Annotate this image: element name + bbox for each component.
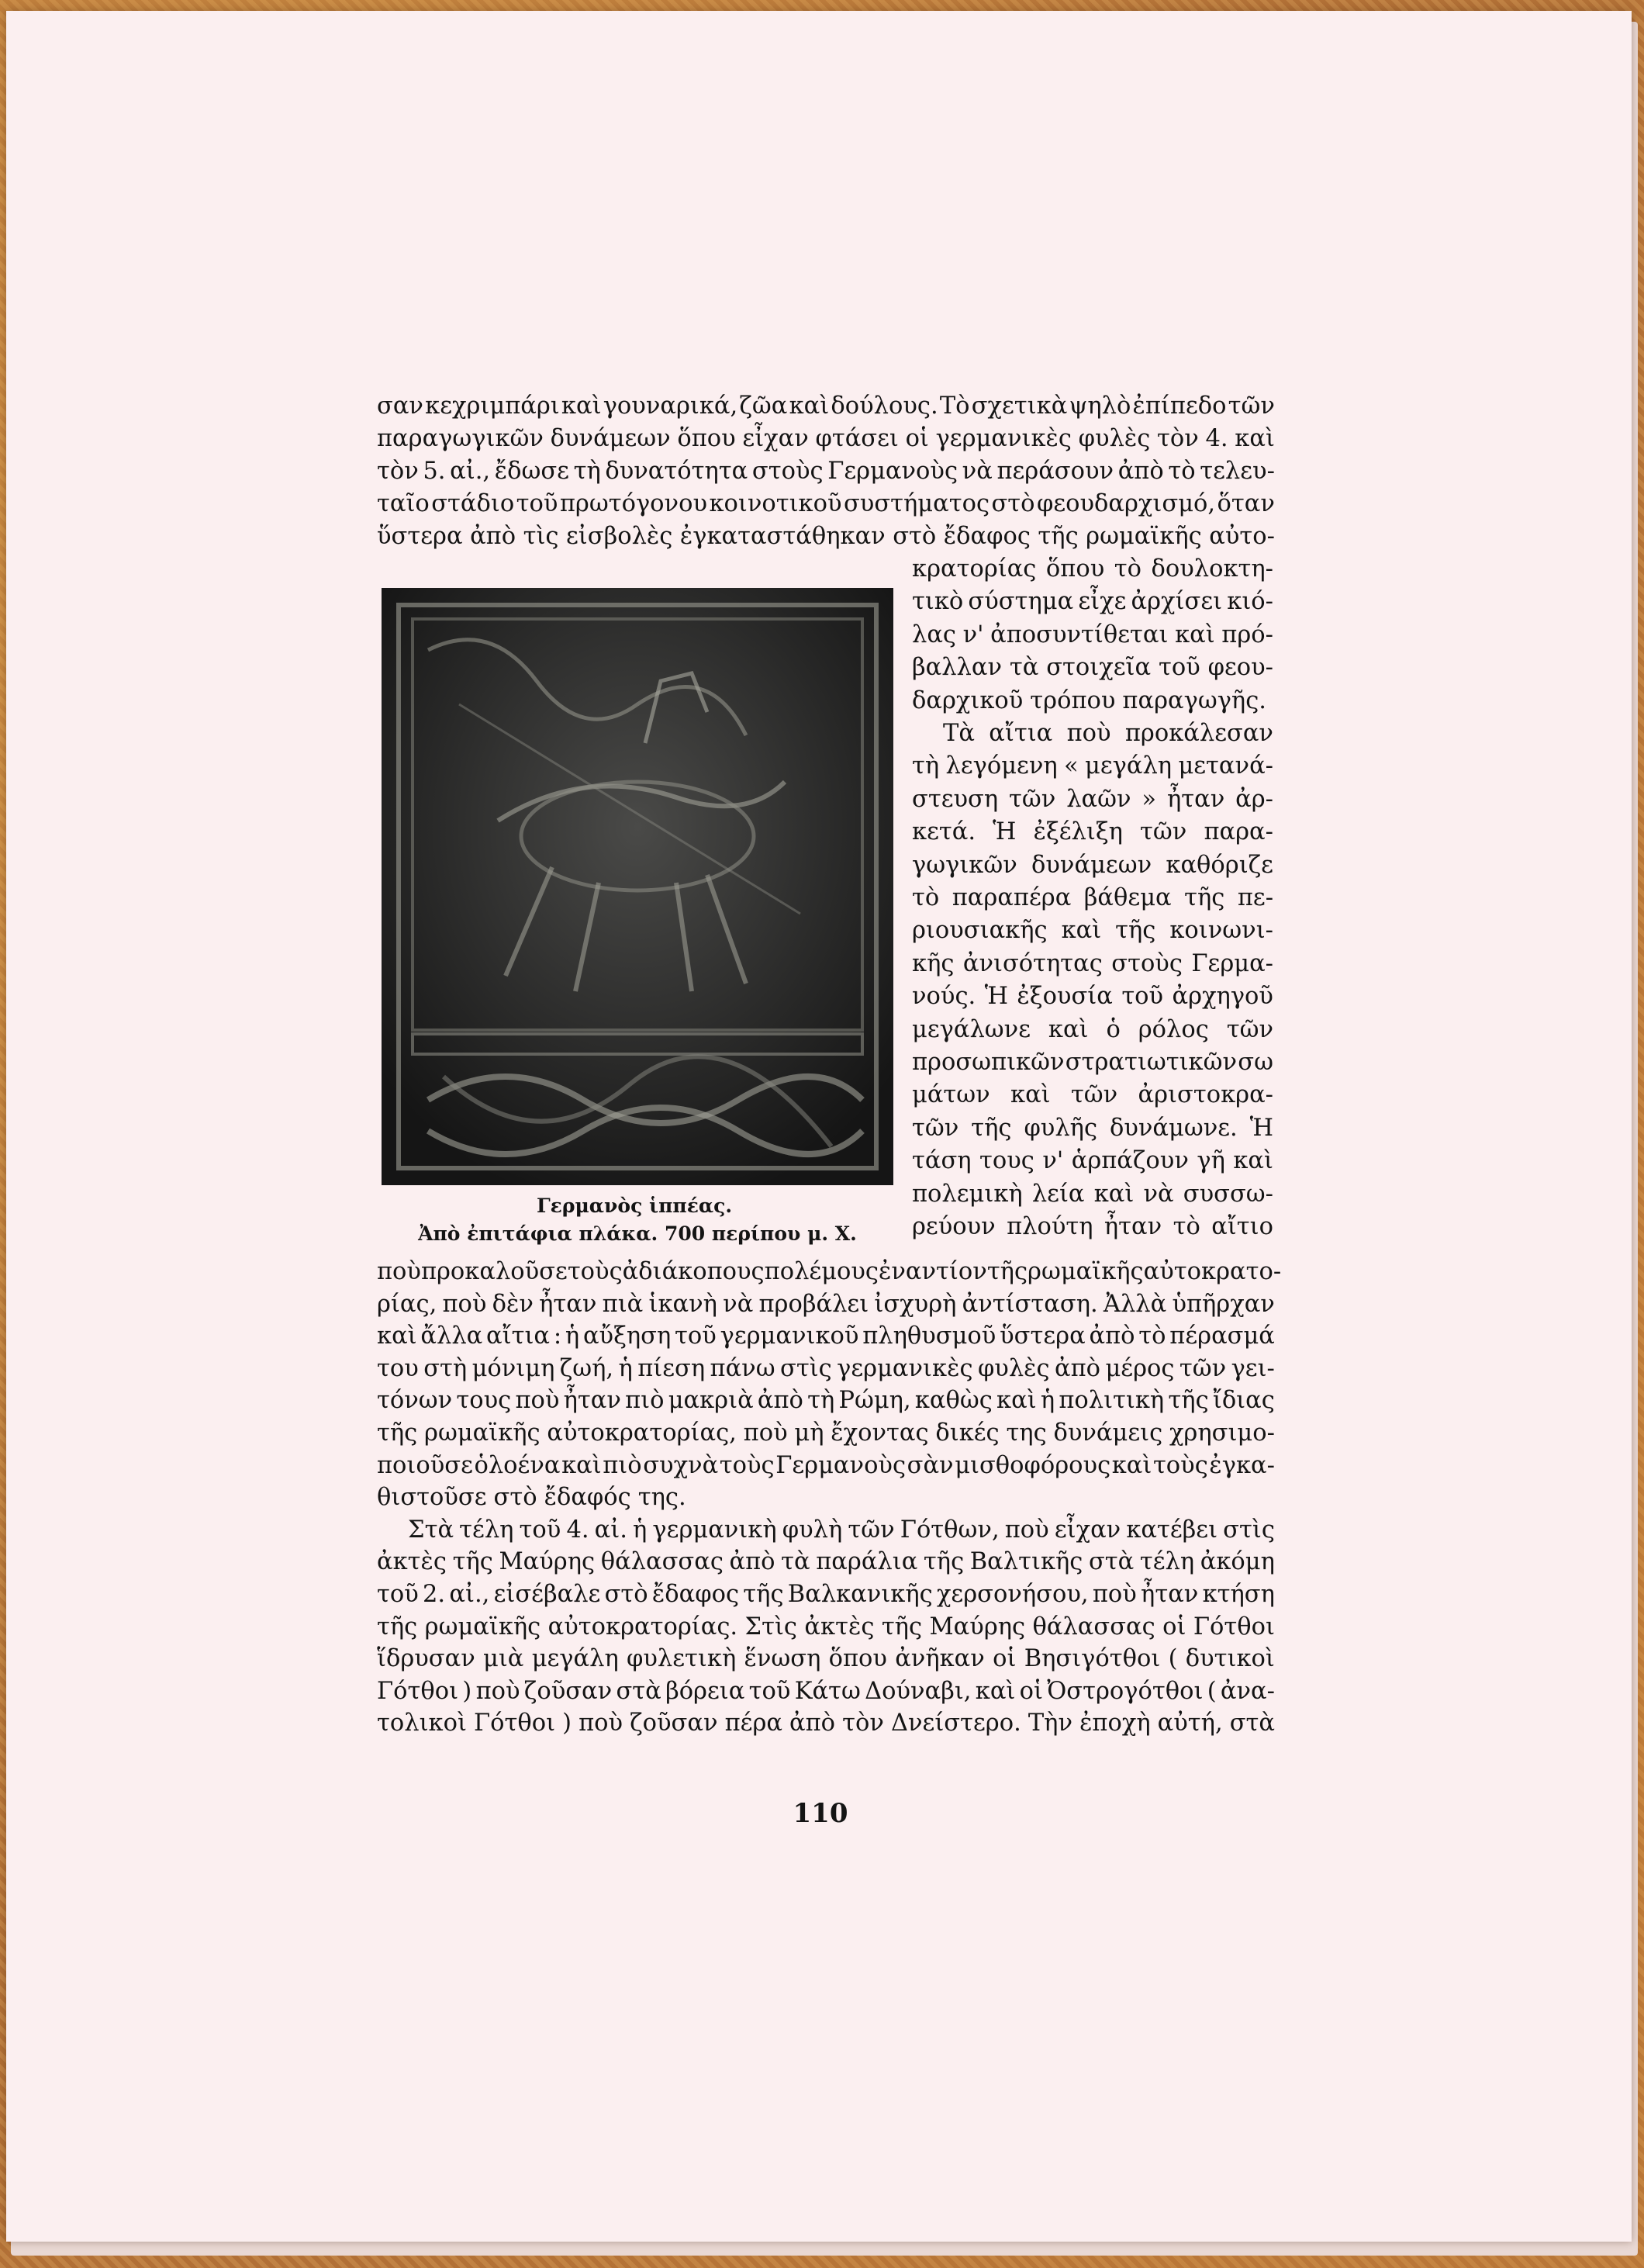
text-line: κῆς ἀνισότητας στοὺς Γερμα- <box>912 949 1273 977</box>
text-line: ταῖο στάδιο τοῦ πρωτόγονου κοινοτικοῦ συστήματος στὸ φεουδαρχισμό, ὅταν <box>377 490 1275 517</box>
text-line: τὴ λεγόμενη « μεγάλη μετανά- <box>912 752 1273 780</box>
text-line: ριουσιακῆς καὶ τῆς κοινωνι- <box>912 917 1273 945</box>
text-line: γωγικῶν δυνάμεων καθόριζε <box>912 851 1273 879</box>
text-line: τῆς ρωμαϊκῆς αὐτοκρατορίας, ποὺ μὴ ἔχοντας δικές της δυνάμεις χρησιμο- <box>377 1419 1275 1447</box>
text-line: Γότθοι ) ποὺ ζοῦσαν στὰ βόρεια τοῦ Κάτω Δούναβι, καὶ οἱ Ὀστρογότθοι ( ἀνα- <box>377 1677 1275 1705</box>
text-line: νούς. Ἡ ἐξουσία τοῦ ἀρχηγοῦ <box>912 983 1273 1011</box>
engraving-image <box>382 588 893 1185</box>
text-line: τικὸ σύστημα εἶχε ἀρχίσει κιό- <box>912 588 1273 616</box>
text-line: Στὰ τέλη τοῦ 4. αἰ. ἡ γερμανικὴ φυλὴ τῶν Γότθων, ποὺ εἶχαν κατέβει στὶς <box>408 1516 1275 1544</box>
text-line: τόνων τους ποὺ ἦταν πιὸ μακριὰ ἀπὸ τὴ Ρώμη, καθὼς καὶ ἡ πολιτικὴ τῆς ἴδιας <box>377 1387 1275 1415</box>
text-line: τοῦ 2. αἰ., εἰσέβαλε στὸ ἔδαφος τῆς Βαλκανικῆς χερσονήσου, ποὺ ἦταν κτήση <box>377 1581 1275 1608</box>
text-line: καὶ ἄλλα αἴτια : ἡ αὔξηση τοῦ γερμανικοῦ πληθυσμοῦ ὕστερα ἀπὸ τὸ πέρασμά <box>377 1322 1275 1350</box>
figure-caption-source: Ἀπὸ ἐπιτάφια πλάκα. 700 περίπου μ. Χ. <box>418 1222 857 1245</box>
text-line: προσωπικῶν στρατιωτικῶν σω <box>912 1049 1273 1076</box>
text-line: ἵδρυσαν μιὰ μεγάλη φυλετικὴ ἕνωση ὅπου ἀνῆκαν οἱ Βησιγότθοι ( δυτικοὶ <box>377 1645 1275 1673</box>
text-line: θιστοῦσε στὸ ἔδαφός της. <box>377 1484 686 1512</box>
text-line: ρίας, ποὺ δὲν ἦταν πιὰ ἱκανὴ νὰ προβάλει ἰσχυρὴ ἀντίσταση. Ἀλλὰ ὑπῆρχαν <box>377 1290 1275 1318</box>
text-line: δαρχικοῦ τρόπου παραγωγῆς. <box>912 686 1266 714</box>
text-line: τὸ παραπέρα βάθεμα τῆς πε- <box>912 884 1273 911</box>
text-line: πολεμικὴ λεία καὶ νὰ συσσω- <box>912 1180 1273 1208</box>
text-line: τῶν τῆς φυλῆς δυνάμωνε. Ἡ <box>912 1114 1273 1142</box>
text-line: ποιοῦσε ὁλοένα καὶ πιὸ συχνὰ τοὺς Γερμανοὺς σὰν μισθοφόρους καὶ τοὺς ἐγκα- <box>377 1451 1275 1479</box>
text-line: ποὺ προκαλοῦσε τοὺς ἀδιάκοπους πολέμους ἐναντίον τῆς ρωμαϊκῆς αὐτοκρατο- <box>377 1258 1282 1285</box>
text-line: του στὴ μόνιμη ζωή, ἡ πίεση πάνω στὶς γερμανικὲς φυλὲς ἀπὸ μέρος τῶν γει- <box>377 1354 1275 1382</box>
text-line: λας ν' ἀποσυντίθεται καὶ πρό- <box>912 621 1273 648</box>
figure-caption-title: Γερμανὸς ἱππέας. <box>536 1195 733 1217</box>
text-line: βαλλαν τὰ στοιχεῖα τοῦ φεου- <box>912 654 1273 682</box>
text-line: κετά. Ἡ ἐξέλιξη τῶν παρα- <box>912 818 1273 846</box>
text-line: στευση τῶν λαῶν » ἦταν ἀρ- <box>912 785 1273 813</box>
text-line: τὸν 5. αἰ., ἔδωσε τὴ δυνατότητα στοὺς Γερμανοὺς νὰ περάσουν ἀπὸ τὸ τελευ- <box>377 458 1275 485</box>
text-line: μεγάλωνε καὶ ὁ ρόλος τῶν <box>912 1015 1273 1043</box>
text-line: Τὰ αἴτια ποὺ προκάλεσαν <box>943 720 1273 747</box>
text-line: σαν κεχριμπάρι καὶ γουναρικά, ζῶα καὶ δούλους. Τὸ σχετικὰ ψηλὸ ἐπίπεδο τῶν <box>377 392 1275 420</box>
page-number: 110 <box>793 1798 848 1829</box>
text-line: ἀκτὲς τῆς Μαύρης θάλασσας ἀπὸ τὰ παράλια τῆς Βαλτικῆς στὰ τέλη ἀκόμη <box>377 1548 1275 1576</box>
text-line: τάση τους ν' ἁρπάζουν γῆ καὶ <box>912 1147 1273 1175</box>
figure-germanic-horseman <box>382 588 893 1185</box>
text-line: τῆς ρωμαϊκῆς αὐτοκρατορίας. Στὶς ἀκτὲς τῆς Μαύρης θάλασσας οἱ Γότθοι <box>377 1613 1275 1640</box>
text-line: ρεύουν πλούτη ἦταν τὸ αἴτιο <box>912 1213 1273 1240</box>
text-line: μάτων καὶ τῶν ἀριστοκρα- <box>912 1081 1273 1109</box>
text-line: κρατορίας ὅπου τὸ δουλοκτη- <box>912 555 1273 583</box>
text-line: παραγωγικῶν δυνάμεων ὅπου εἶχαν φτάσει οἱ γερμανικὲς φυλὲς τὸν 4. καὶ <box>377 425 1275 452</box>
book-page <box>6 11 1632 2242</box>
text-line: τολικοὶ Γότθοι ) ποὺ ζοῦσαν πέρα ἀπὸ τὸν Δνείστερο. Τὴν ἐποχὴ αὐτή, στὰ <box>377 1710 1275 1737</box>
text-line: ὕστερα ἀπὸ τὶς εἰσβολὲς ἐγκαταστάθηκαν στὸ ἔδαφος τῆς ρωμαϊκῆς αὐτο- <box>377 523 1275 550</box>
